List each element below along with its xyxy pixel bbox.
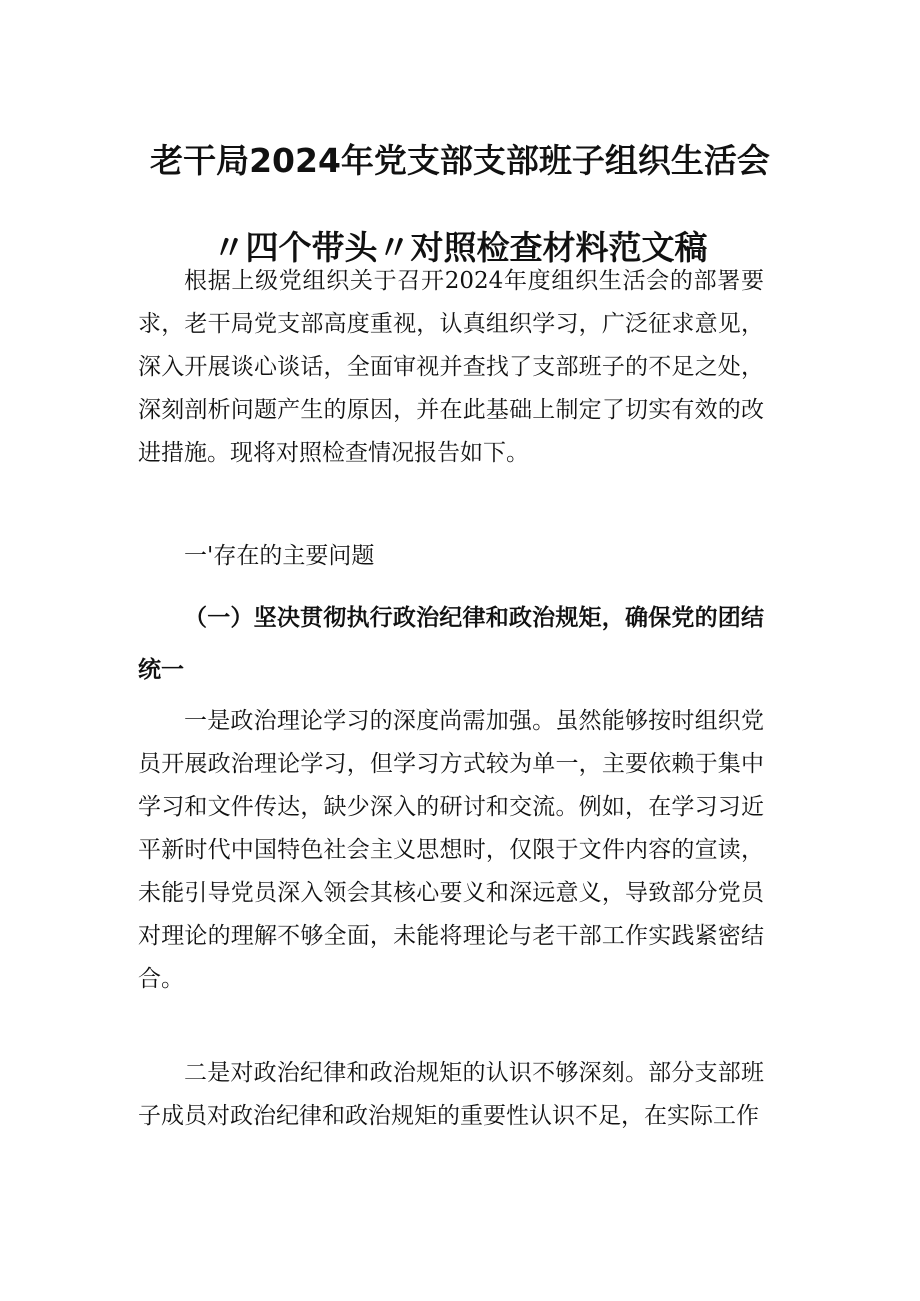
intro-paragraph: 根据上级党组织关于召开2024年度组织生活会的部署要求，老干局党支部高度重视，认真组织学习，广泛征求意见，深入开展谈心谈话，全面审视并查找了支部班子的不足之处，深刻剖析问题产生的原因，并在此基础上制定了切实有效的改进措施。现将对照检查情况报告如下。	[138, 268, 764, 466]
body-paragraph-2: 二是对政治纪律和政治规矩的认识不够深刻。部分支部班子成员对政治纪律和政治规矩的重要性认识不足，在实际工作	[138, 1060, 764, 1129]
subsection-heading: （一）坚决贯彻执行政治纪律和政治规矩，确保党的团结统一	[138, 605, 764, 683]
document-title-line-2: 〃四个带头〃对照检查材料范文稿	[212, 228, 708, 267]
section-heading: 一'存在的主要问题	[184, 543, 375, 569]
document-title-line-1: 老干局2024年党支部支部班子组织生活会	[150, 141, 770, 180]
body-paragraph-1: 一是政治理论学习的深度尚需加强。虽然能够按时组织党员开展政治理论学习，但学习方式较为单一，主要依赖于集中学习和文件传达，缺少深入的研讨和交流。例如，在学习习近平新时代中国特色社会主义思想时，仅限于文件内容的宣读，未能引导党员深入领会其核心要义和深远意义，导致部分党员对理论的理解不够全面，未能将理论与老干部工作实践紧密结合。	[138, 708, 764, 992]
